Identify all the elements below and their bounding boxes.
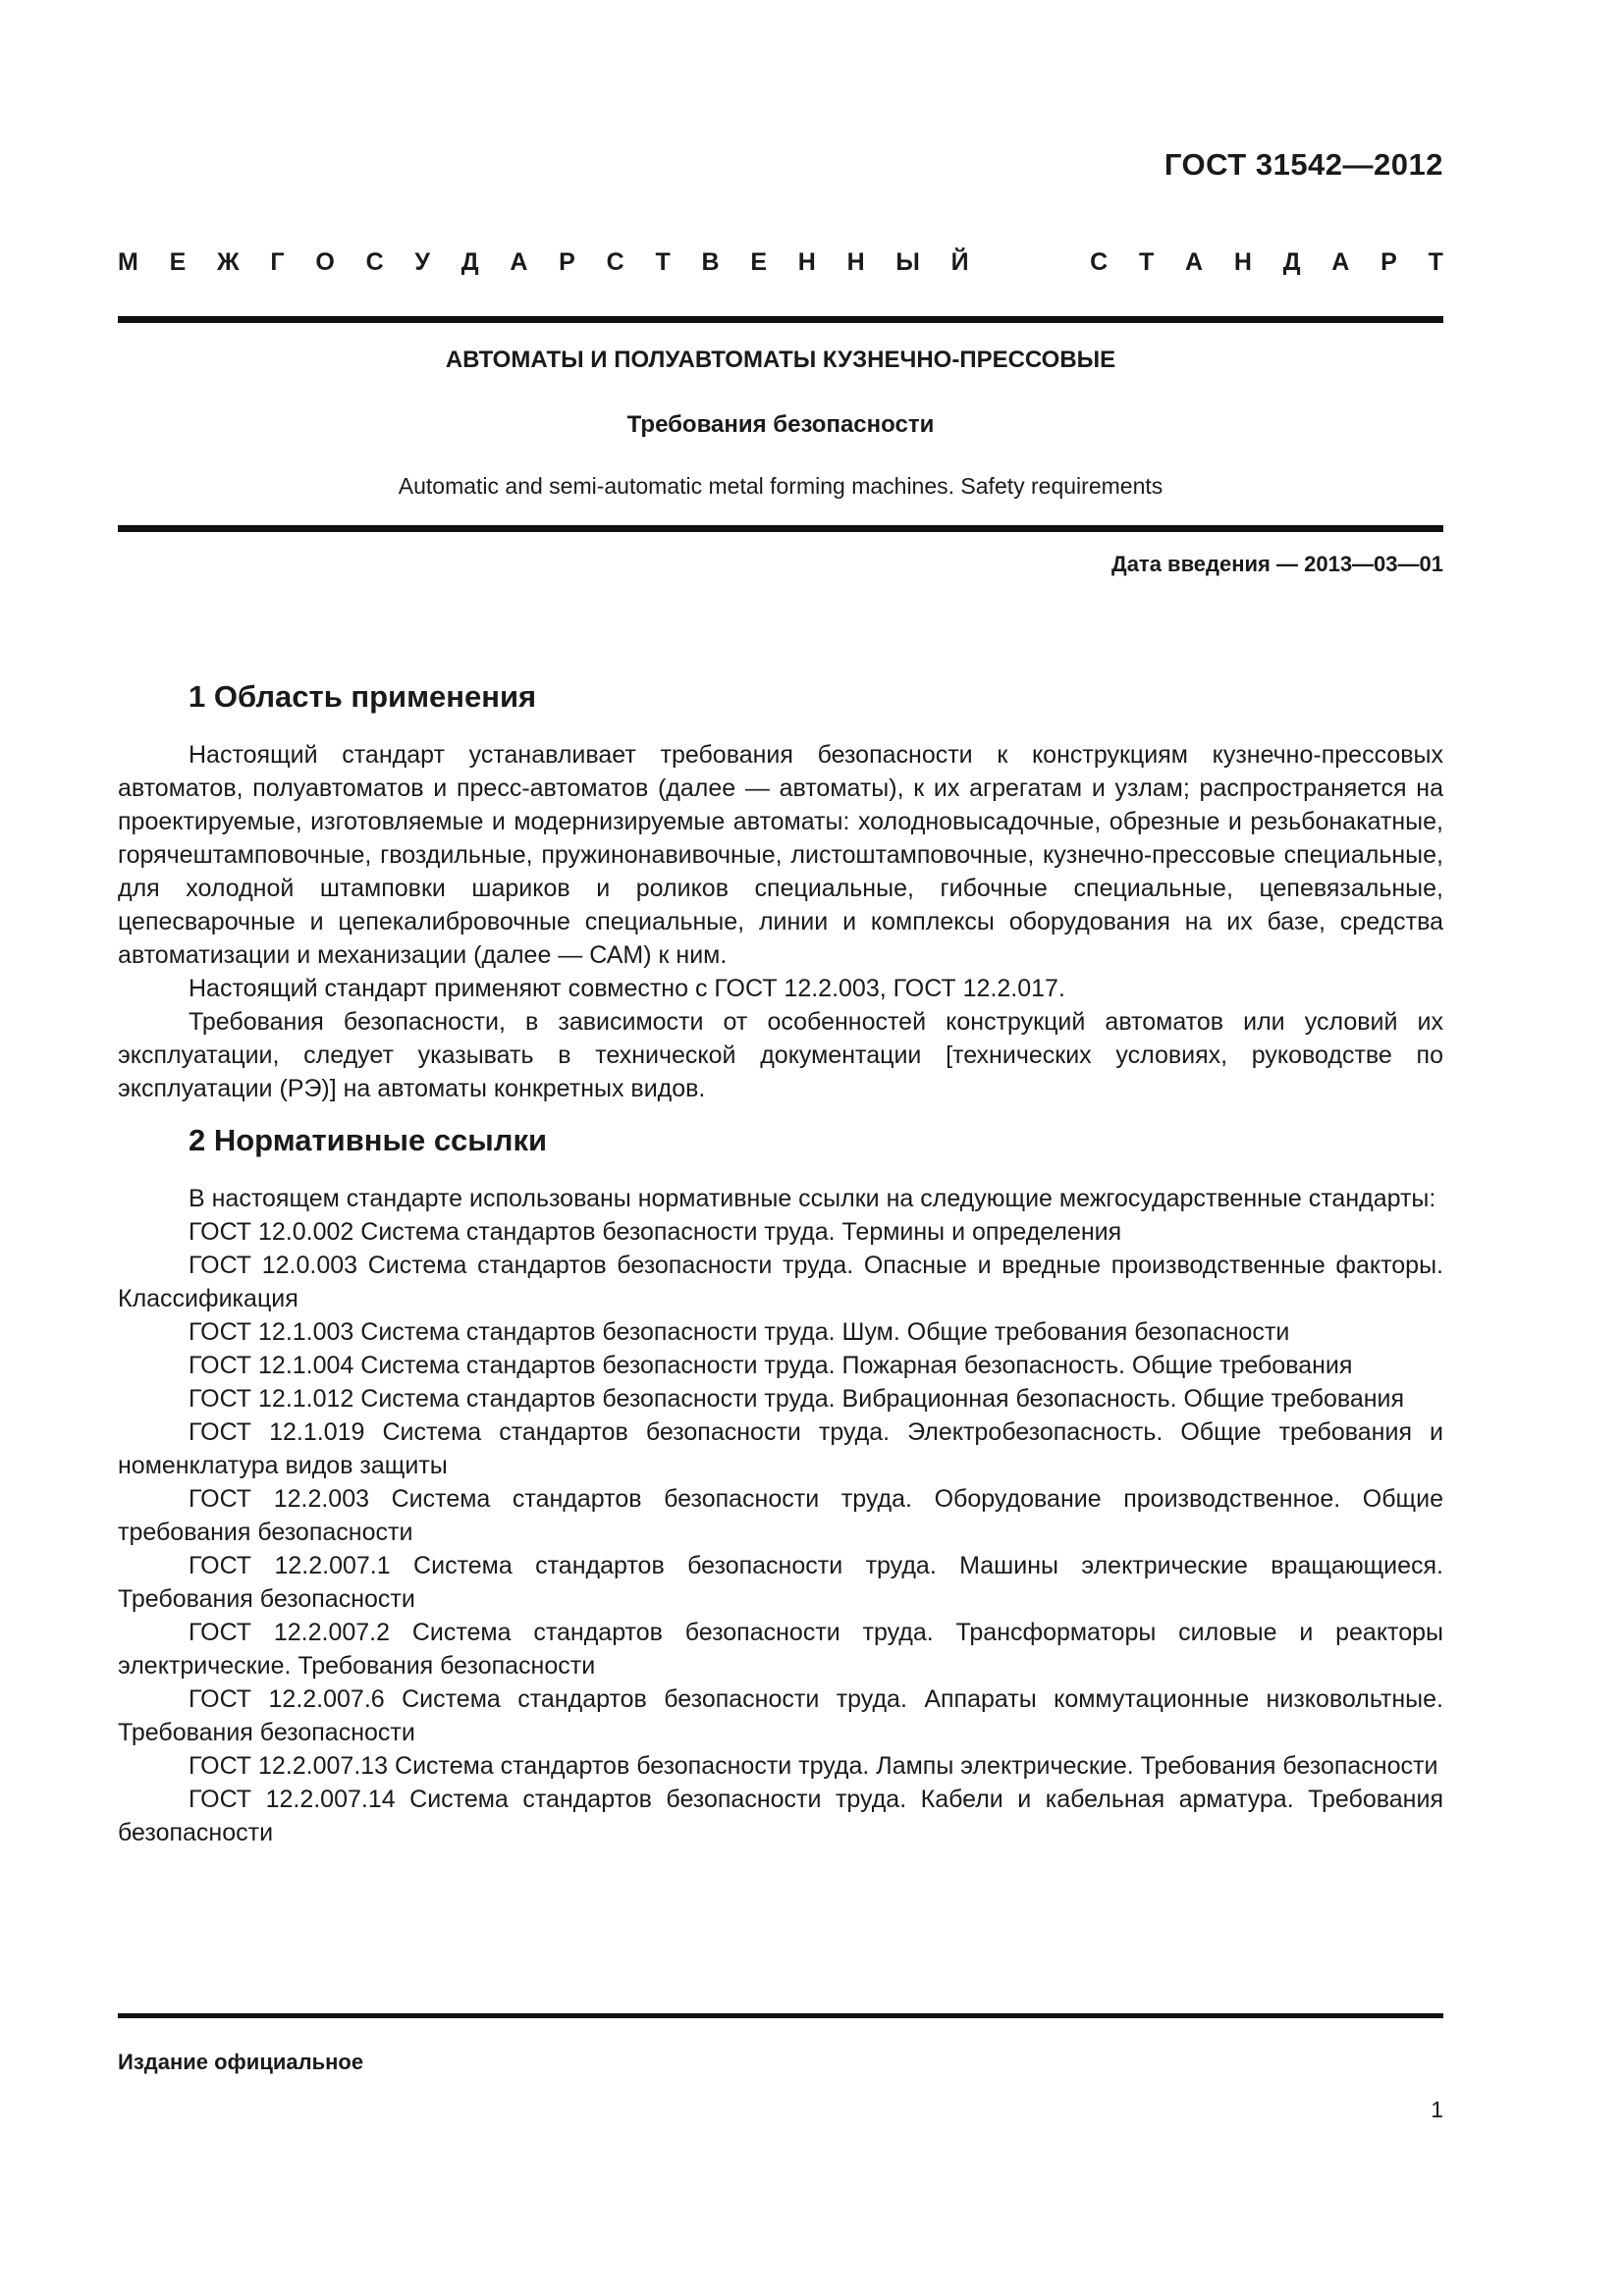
banner-letter: У (414, 248, 430, 276)
reference-item: ГОСТ 12.2.007.2 Система стандартов безопасности труда. Трансформаторы силовые и реакторы электрические. Требования безопасности (118, 1619, 1443, 1680)
document-title: АВТОМАТЫ И ПОЛУАВТОМАТЫ КУЗНЕЧНО-ПРЕССОВЫЕ (445, 347, 1116, 373)
banner-letter: А (510, 248, 528, 276)
reference-item: ГОСТ 12.0.002 Система стандартов безопасности труда. Термины и определения (189, 1218, 1122, 1246)
paragraph: Настоящий стандарт применяют совместно с ГОСТ 12.2.003, ГОСТ 12.2.017. (189, 975, 1065, 1002)
document-body (118, 677, 1443, 1849)
banner-letter: С (1090, 248, 1109, 276)
banner-letter: С (365, 248, 384, 276)
standard-number: ГОСТ 31542—2012 (1164, 147, 1443, 182)
section-heading-scope: 1 Область применения (189, 679, 537, 714)
reference-item: ГОСТ 12.2.003 Система стандартов безопасности труда. Оборудование производственное. Общие требования безопасности (118, 1485, 1443, 1546)
paragraph: Требования безопасности, в зависимости от особенностей конструкций автоматов или условий их эксплуатации, следует указывать в технической документации [технических условиях, руководстве по эксплуатации (РЭ)] на автоматы конкретных видов. (118, 1008, 1443, 1102)
reference-item: ГОСТ 12.2.007.13 Система стандартов безопасности труда. Лампы электрические. Требования безопасности (189, 1752, 1438, 1780)
reference-item: ГОСТ 12.2.007.6 Система стандартов безопасности труда. Аппараты коммутационные низковольтные. Требования безопасности (118, 1685, 1443, 1746)
reference-item: ГОСТ 12.1.004 Система стандартов безопасности труда. Пожарная безопасность. Общие требования (189, 1352, 1353, 1379)
banner-letter: Й (950, 248, 969, 276)
reference-item: ГОСТ 12.1.003 Система стандартов безопасности труда. Шум. Общие требования безопасности (189, 1318, 1290, 1346)
title-rule (118, 525, 1443, 532)
banner-letter: Т (1428, 248, 1443, 276)
banner-letter: С (606, 248, 624, 276)
banner-letter: Т (655, 248, 671, 276)
reference-item: ГОСТ 12.1.012 Система стандартов безопасности труда. Вибрационная безопасность. Общие требования (189, 1385, 1405, 1413)
introduction-date: Дата введения — 2013—03—01 (1111, 552, 1443, 576)
banner-letter: Е (750, 248, 767, 276)
banner-letter: Д (460, 248, 479, 276)
footer-rule (118, 2013, 1443, 2018)
banner-letter: Р (1380, 248, 1397, 276)
banner-letter: Е (169, 248, 187, 276)
document-subtitle: Требования безопасности (626, 411, 935, 438)
reference-item: ГОСТ 12.2.007.1 Система стандартов безопасности труда. Машины электрические вращающиеся. Требования безопасности (118, 1552, 1443, 1613)
banner-letter: А (1185, 248, 1204, 276)
reference-item: ГОСТ 12.2.007.14 Система стандартов безопасности труда. Кабели и кабельная арматура. Требования безопасности (118, 1786, 1443, 1846)
section-heading-normative-references: 2 Нормативные ссылки (189, 1123, 548, 1157)
official-edition-label: Издание официальное (118, 2050, 364, 2074)
banner-letter: Н (846, 248, 865, 276)
banner-letter: А (1331, 248, 1350, 276)
banner-letter: Г (270, 248, 285, 276)
paragraph: В настоящем стандарте использованы нормативные ссылки на следующие межгосударственные стандарты: (189, 1185, 1436, 1212)
reference-item: ГОСТ 12.1.019 Система стандартов безопасности труда. Электробезопасность. Общие требования и номенклатура видов защиты (118, 1418, 1443, 1479)
banner-letter: Т (1139, 248, 1155, 276)
banner-letter: В (701, 248, 720, 276)
banner-letter: О (315, 248, 335, 276)
banner-letter: Н (797, 248, 816, 276)
interstate-standard-banner (118, 247, 1443, 277)
banner-letter: М (118, 248, 138, 276)
banner-letter: Н (1233, 248, 1252, 276)
document-title-english: Automatic and semi-automatic metal forming machines. Safety requirements (398, 473, 1164, 499)
banner-letter: Ж (217, 248, 240, 276)
banner-letter: Д (1282, 248, 1301, 276)
header-rule (118, 316, 1443, 323)
banner-letter: Р (559, 248, 575, 276)
page-number: 1 (1431, 2097, 1443, 2122)
banner-letter: Ы (895, 248, 920, 276)
banner-word-gap (1000, 247, 1058, 277)
reference-item: ГОСТ 12.0.003 Система стандартов безопасности труда. Опасные и вредные производственные факторы. Классификация (118, 1252, 1443, 1312)
paragraph: Настоящий стандарт устанавливает требования безопасности к конструкциям кузнечно-прессовых автоматов, полуавтоматов и пресс-автоматов (далее — автоматы), к их агрегатам и узлам; распространяется на проектируемые, изготовляемые и модернизируемые автоматы: холодновысадочные, обрезные и резьбонакатные, горячештамповочные, гвоздильные, пружинонавивочные, листоштамповочные, кузнечно-прессовые специальные, для холодной штамповки шариков и роликов специальные, гибочные специальные, цепевязальные, цепесварочные и цепекалибровочные специальные, линии и комплексы оборудования на их базе, средства автоматизации и механизации (далее — САМ) к ним. (118, 741, 1443, 969)
